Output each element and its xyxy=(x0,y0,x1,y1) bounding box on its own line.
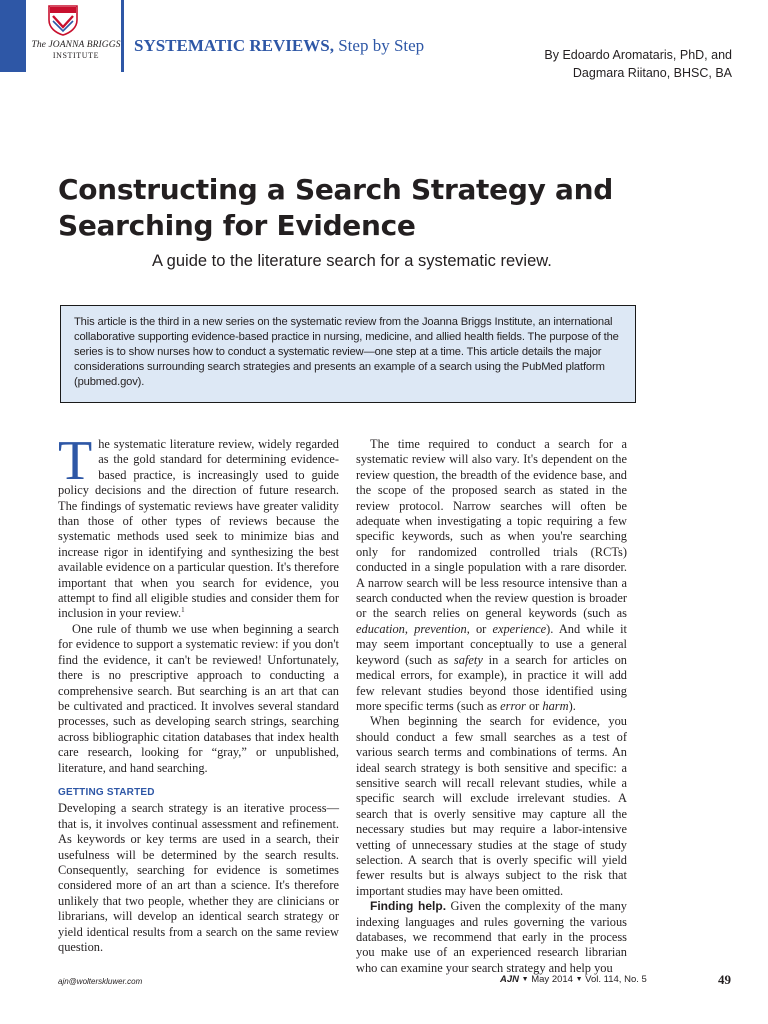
italic-term-error: error xyxy=(500,698,526,713)
paragraph-4-part-c: in a search for articles on medical errors, for example), in practice it will add few relevant studies beyond those identified using more specific terms (such as xyxy=(356,652,628,713)
paragraph-1-text: he systematic literature review, widely regarded as the gold standard for determining evidence-based practice, is increasingly used to guide policy decisions and the direction of future research. The findings of systematic reviews have greater validity than those of other types of reviews because the systematic methods used seek to minimize bias and increase rigor in identifying and synthesizing the best available evidence on a particular question. It's therefore important that when you search for evidence, you attempt to find all eligible studies and consider them for inclusion in your review. xyxy=(58,437,339,621)
logo-blue-band xyxy=(0,0,26,72)
italic-term-harm: harm xyxy=(542,698,569,713)
paragraph-3: Developing a search strategy is an iterative process—that is, it involves continual assessment and refinement. As keywords or key terms are used in a search, their usefulness will be determined by the search results. Consequently, searching for evidence is sometimes considered more of an art than a science. It's therefore unlikely that two people, whether they are clinicians or librarians, will develop an identical search strategy or yield identical results from a search on the same review question. xyxy=(58,801,339,954)
paragraph-4-part-d: ). xyxy=(568,698,576,713)
reference-1: 1 xyxy=(181,606,185,615)
italic-term-prevention: prevention xyxy=(414,621,467,636)
paragraph-6 xyxy=(356,899,627,976)
page-number: 49 xyxy=(718,972,731,987)
byline xyxy=(472,46,732,82)
volume-issue: Vol. 114, No. 5 xyxy=(582,974,647,985)
separator-3: or xyxy=(525,698,543,713)
italic-term-experience: experience xyxy=(492,621,547,636)
logo-text-line2: INSTITUTE xyxy=(52,51,100,60)
intro-box xyxy=(60,305,636,403)
paragraph-2: One rule of thumb we use when beginning a search for evidence to support a systematic review: if you don't find the evidence, it can't be reviewed! Unfortunately, there is no prescriptive approach to conducting a comprehensive search. But searching is an art that can be cultivated and practiced. It involves several standard processes, such as developing search strings, searching across bibliographic citation databases that index health care research, looking for “gray,” or unpublished, literature, and hand searching. xyxy=(58,621,339,775)
paragraph-4 xyxy=(356,437,627,714)
series-title-rest: Step by Step xyxy=(333,36,425,55)
series-title xyxy=(134,36,424,56)
article-subtitle: A guide to the literature search for a systematic review. xyxy=(152,252,552,270)
shield-icon xyxy=(45,3,81,37)
drop-cap: T xyxy=(58,430,93,492)
logo-text-line1: The JOANNA BRIGGS xyxy=(31,40,121,50)
footer-citation xyxy=(500,974,647,985)
issue-date: May 2014 xyxy=(528,974,576,985)
paragraph-4-part-a: The time required to conduct a search for a systematic review will also vary. It's dependent on the review question, the breadth of the evidence base, and the scope of the proposed search as stated in the review protocol. Narrow searches will often be adequate when investigating a topic requiring a few specific keywords, such as when you're searching only for randomized controlled trials (RCTs) conducted in a single population with a rare disorder. A narrow search will be less resource intensive than a search conducted when the review question is broader or the search relies on general keywords (such as xyxy=(356,437,627,621)
byline-line-1: By Edoardo Aromataris, PhD, and xyxy=(544,48,732,62)
column-right xyxy=(356,437,627,976)
triangle-icon: ▼ xyxy=(521,976,529,983)
italic-term-safety: safety xyxy=(453,652,483,667)
separator-2: , or xyxy=(466,621,493,636)
byline-line-2: Dagmara Riitano, BHSC, BA xyxy=(572,66,732,80)
series-title-bold: SYSTEMATIC REVIEWS, xyxy=(134,36,334,55)
paragraph-5: When beginning the search for evidence, you should conduct a few small searches as a test of various search terms and combinations of terms. An ideal search strategy is both sensitive and specific: a sensitive search will recall relevant studies, while a specific search will exclude irrelevant studies. A search that is overly sensitive may capture all the necessary studies but may require a labor-intensive vetting of unnecessary studies at the stage of study selection. A search that is overly specific will yield fewer results but is always subject to the risk that important studies may have been omitted. xyxy=(356,714,627,898)
italic-term-education: education xyxy=(356,621,405,636)
runin-heading-finding-help: Finding help. xyxy=(370,899,447,914)
triangle-icon: ▼ xyxy=(575,976,583,983)
footer-email: ajn@wolterskluwer.com xyxy=(58,977,143,986)
article-title: Constructing a Search Strategy and Searching for Evidence xyxy=(58,173,613,242)
paragraph-1 xyxy=(58,430,339,622)
paragraph-4-part-b: ). And while it may seem important conceptually to use a general keyword (such as xyxy=(356,621,627,667)
paragraph-6-text: Given the complexity of the many indexing languages and rules governing the various databases, we recommend that early in the process you make use of an experienced research librarian who can examine your search strategy and help you xyxy=(356,899,627,975)
separator-1: , xyxy=(404,621,415,636)
column-left xyxy=(58,430,339,955)
journal-name: AJN xyxy=(500,974,520,985)
section-heading-getting-started: GETTING STARTED xyxy=(58,786,155,798)
intro-text: This article is the third in a new series on the systematic review from the Joanna Briggs Institute, an international collaborative supporting evidence-based practice in nursing, medicine, and allied health fields. The purpose of the series is to show nurses how to conduct a systematic review—one step at a time. This article details the major considerations surrounding search strategies and presents an example of a search using the PubMed platform (pubmed.gov). xyxy=(74,316,619,388)
